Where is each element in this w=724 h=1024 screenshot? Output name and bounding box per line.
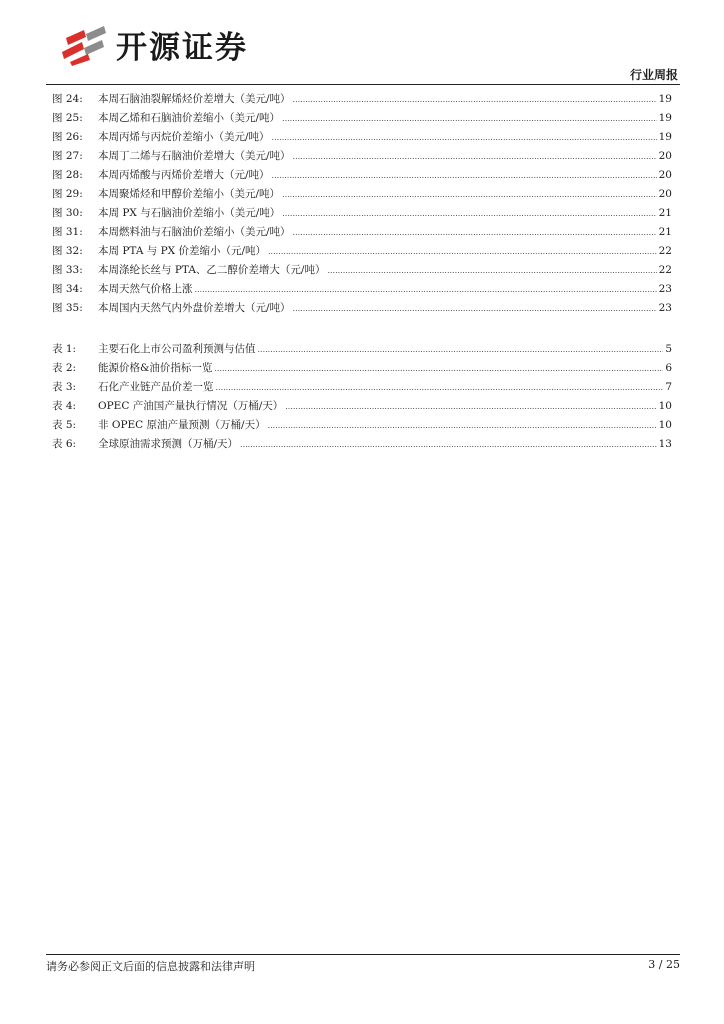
dot-leader bbox=[240, 435, 657, 454]
toc-entry[interactable] bbox=[52, 397, 672, 416]
dot-leader bbox=[293, 223, 657, 242]
entry-number: 图 31: bbox=[52, 226, 83, 238]
entry-title: 本周国内天然气内外盘价差增大（元/吨） bbox=[98, 302, 291, 314]
entry-number: 图 33: bbox=[52, 264, 83, 276]
entry-page: 20 bbox=[658, 188, 672, 200]
entry-title: 本周丙烯与丙烷价差缩小（美元/吨） bbox=[98, 131, 270, 143]
entry-page: 20 bbox=[658, 150, 672, 162]
toc-entry[interactable] bbox=[52, 416, 672, 435]
entry-number: 图 30: bbox=[52, 207, 83, 219]
dot-leader bbox=[282, 204, 656, 223]
entry-title: 本周石脑油裂解烯烃价差增大（美元/吨） bbox=[98, 93, 291, 105]
entry-page: 6 bbox=[665, 362, 672, 374]
entry-page: 23 bbox=[658, 283, 672, 295]
entry-title: 能源价格&油价指标一览 bbox=[98, 362, 213, 374]
entry-title: 石化产业链产品价差一览 bbox=[98, 381, 214, 393]
entry-title: 本周 PTA 与 PX 价差缩小（元/吨） bbox=[98, 245, 267, 257]
entry-page: 19 bbox=[658, 131, 672, 143]
entry-page: 22 bbox=[658, 264, 672, 276]
header-divider bbox=[46, 84, 680, 85]
entry-page: 21 bbox=[658, 226, 672, 238]
entry-page: 20 bbox=[658, 169, 672, 181]
entry-title: OPEC 产油国产量执行情况（万桶/天） bbox=[98, 400, 284, 412]
entry-page: 22 bbox=[658, 245, 672, 257]
entry-number: 图 34: bbox=[52, 283, 83, 295]
brand-name: 开源证券 bbox=[116, 29, 248, 66]
entry-title: 本周丁二烯与石脑油价差增大（美元/吨） bbox=[98, 150, 291, 162]
entry-title: 全球原油需求预测（万桶/天） bbox=[98, 438, 239, 450]
entry-number: 图 24: bbox=[52, 93, 83, 105]
entry-title: 本周丙烯酸与丙烯价差增大（元/吨） bbox=[98, 169, 270, 181]
entry-title: 本周天然气价格上涨 bbox=[98, 283, 193, 295]
entry-number: 图 35: bbox=[52, 302, 83, 314]
toc-entry[interactable] bbox=[52, 435, 672, 454]
entry-page: 19 bbox=[658, 112, 672, 124]
toc-entry[interactable] bbox=[52, 359, 672, 378]
dot-leader bbox=[195, 280, 657, 299]
toc-entry[interactable] bbox=[52, 128, 672, 147]
entry-title: 主要石化上市公司盈利预测与估值 bbox=[98, 343, 256, 355]
figure-list bbox=[52, 90, 672, 318]
entry-title: 本周 PX 与石脑油价差缩小（美元/吨） bbox=[98, 207, 281, 219]
dot-leader bbox=[214, 359, 663, 378]
footer-divider bbox=[46, 954, 680, 955]
entry-title: 非 OPEC 原油产量预测（万桶/天） bbox=[98, 419, 266, 431]
entry-number: 表 3: bbox=[52, 381, 77, 393]
entry-page: 5 bbox=[665, 343, 672, 355]
entry-page: 13 bbox=[658, 438, 672, 450]
entry-title: 本周燃料油与石脑油价差缩小（美元/吨） bbox=[98, 226, 291, 238]
dot-leader bbox=[285, 397, 656, 416]
toc-entry[interactable] bbox=[52, 109, 672, 128]
dot-leader bbox=[258, 340, 664, 359]
toc-entry[interactable] bbox=[52, 299, 672, 318]
dot-leader bbox=[268, 416, 657, 435]
dot-leader bbox=[293, 299, 657, 318]
report-type-label: 行业周报 bbox=[629, 68, 678, 82]
entry-number: 表 6: bbox=[52, 438, 77, 450]
toc-entry[interactable] bbox=[52, 185, 672, 204]
entry-number: 图 32: bbox=[52, 245, 83, 257]
entry-number: 表 1: bbox=[52, 343, 77, 355]
entry-number: 表 4: bbox=[52, 400, 77, 412]
toc-entry[interactable] bbox=[52, 242, 672, 261]
entry-title: 本周乙烯和石脑油价差缩小（美元/吨） bbox=[98, 112, 281, 124]
toc-entry[interactable] bbox=[52, 166, 672, 185]
entry-number: 图 28: bbox=[52, 169, 83, 181]
toc-entry[interactable] bbox=[52, 204, 672, 223]
entry-number: 图 27: bbox=[52, 150, 83, 162]
toc-entry[interactable] bbox=[52, 340, 672, 359]
dot-leader bbox=[272, 128, 657, 147]
dot-leader bbox=[216, 378, 664, 397]
dot-leader bbox=[327, 261, 656, 280]
brand-logo-icon bbox=[58, 22, 110, 66]
entry-page: 7 bbox=[665, 381, 672, 393]
entry-page: 10 bbox=[658, 400, 672, 412]
toc-entry[interactable] bbox=[52, 90, 672, 109]
entry-page: 10 bbox=[658, 419, 672, 431]
dot-leader bbox=[268, 242, 657, 261]
toc-entry[interactable] bbox=[52, 280, 672, 299]
brand-logo bbox=[58, 22, 248, 66]
toc-entry[interactable] bbox=[52, 147, 672, 166]
page-number: 3 / 25 bbox=[648, 958, 680, 971]
entry-number: 图 25: bbox=[52, 112, 83, 124]
entry-number: 表 5: bbox=[52, 419, 77, 431]
footer-disclaimer: 请务必参阅正文后面的信息披露和法律声明 bbox=[46, 960, 255, 973]
entry-page: 21 bbox=[658, 207, 672, 219]
toc-entry[interactable] bbox=[52, 378, 672, 397]
dot-leader bbox=[282, 109, 657, 128]
dot-leader bbox=[272, 166, 657, 185]
table-list bbox=[52, 340, 672, 454]
entry-number: 图 26: bbox=[52, 131, 83, 143]
entry-page: 19 bbox=[658, 93, 672, 105]
dot-leader bbox=[293, 90, 657, 109]
toc-entry[interactable] bbox=[52, 223, 672, 242]
entry-number: 表 2: bbox=[52, 362, 77, 374]
entry-number: 图 29: bbox=[52, 188, 83, 200]
entry-page: 23 bbox=[658, 302, 672, 314]
dot-leader bbox=[282, 185, 657, 204]
toc-entry[interactable] bbox=[52, 261, 672, 280]
dot-leader bbox=[293, 147, 657, 166]
entry-title: 本周聚烯烃和甲醇价差缩小（美元/吨） bbox=[98, 188, 281, 200]
entry-title: 本周涤纶长丝与 PTA、乙二醇价差增大（元/吨） bbox=[98, 264, 326, 276]
